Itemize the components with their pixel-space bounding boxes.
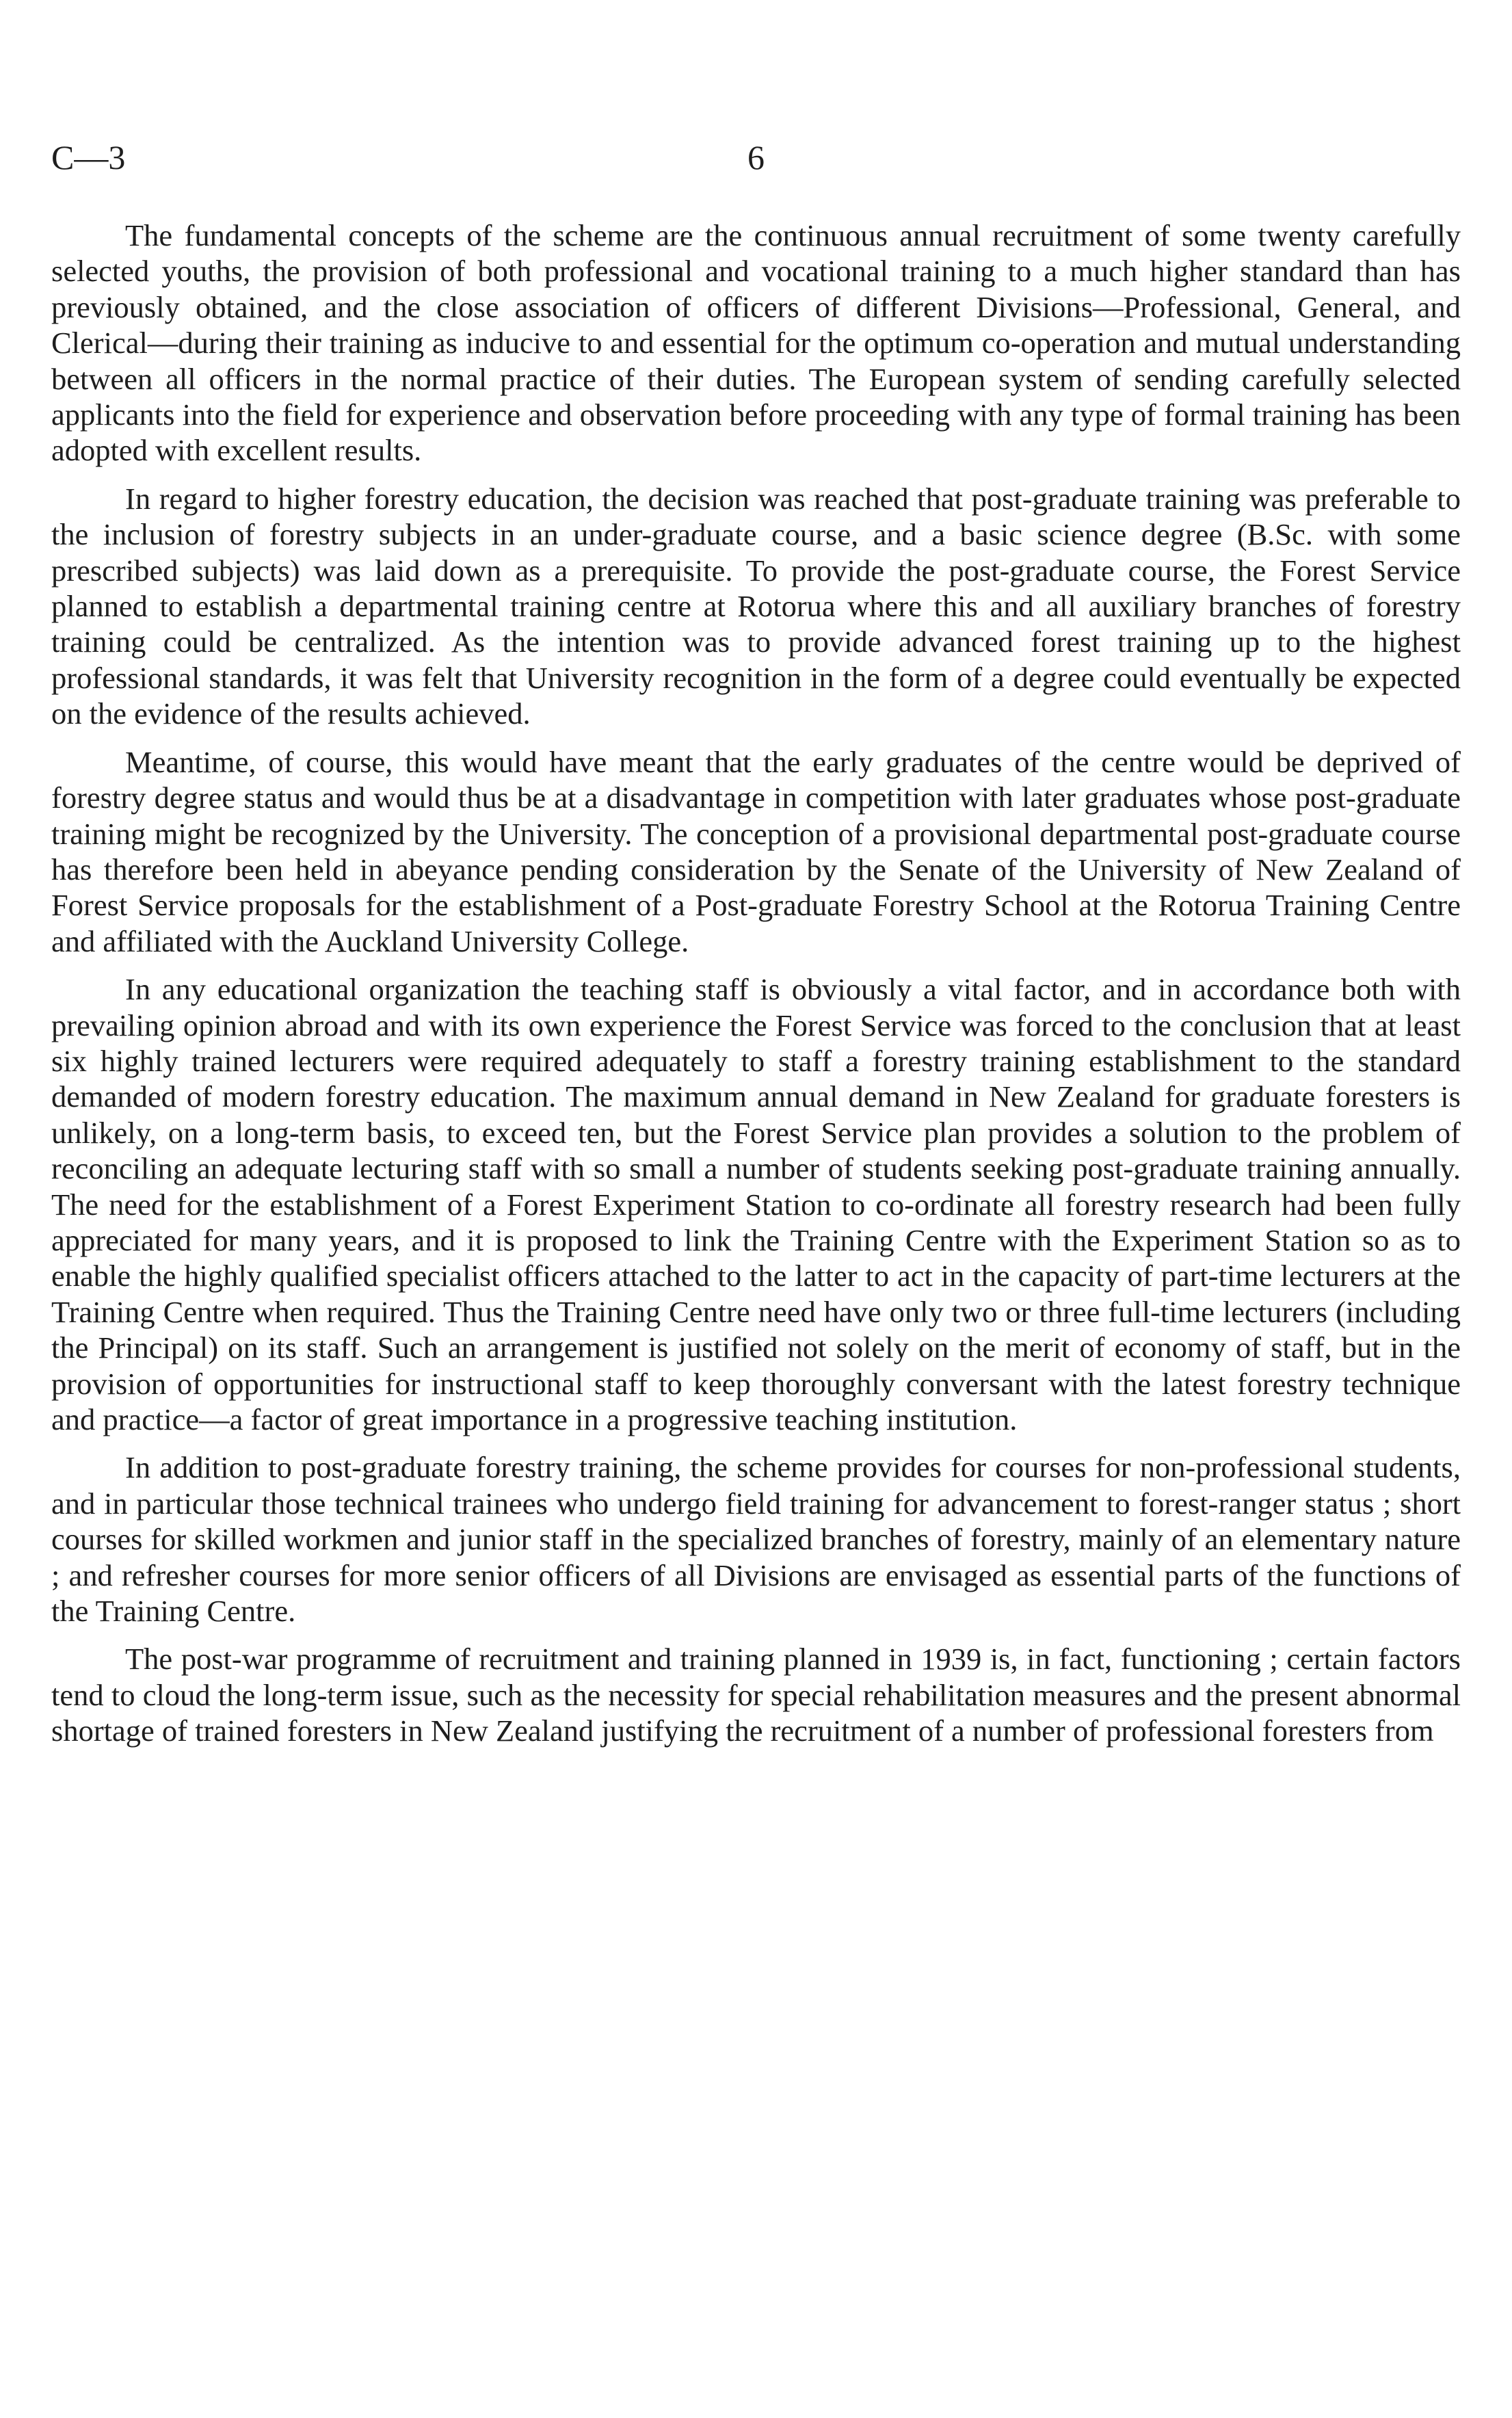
paragraph: In any educational organization the teaching staff is obviously a vital factor, and in accordance both with prevailing opinion abroad and with its own experience the Forest Service was forced to the conclusion that at least six highly trained lecturers were required adequately to staff a forestry training establishment to the standard demanded of modern forestry education. The maximum annual demand in New Zealand for graduate foresters is unlikely, on a long-term basis, to exceed ten, but the Forest Service plan provides a solution to the problem of reconciling an adequate lecturing staff with so small a number of students seeking post-graduate training annually. The need for the establishment of a Forest Experiment Station to co-ordinate all forestry research had been fully appreciated for many years, and it is proposed to link the Training Centre with the Experiment Station so as to enable the highly qualified specialist officers attached to the latter to act in the capacity of part-time lecturers at the Training Centre when required. Thus the Training Centre need have only two or three full-time lecturers (including the Principal) on its staff. Such an arrangement is justified not solely on the merit of economy of staff, but in the provision of opportunities for instructional staff to keep thoroughly conversant with the latest forestry technique and practice—a factor of great importance in a progressive teaching institution.	[51, 972, 1461, 1436]
paragraph: The post-war programme of recruitment and training planned in 1939 is, in fact, functioning ; certain factors tend to cloud the long-term issue, such as the necessity for special rehabilitation measures and the present abnormal shortage of trained foresters in New Zealand justifying the recruitment of a number of professional foresters from	[51, 1642, 1461, 1748]
paragraph: In addition to post-graduate forestry training, the scheme provides for courses for non-professional students, and in particular those technical trainees who undergo field training for advancement to forest-ranger status ; short courses for skilled workmen and junior staff in the specialized branches of forestry, mainly of an elementary nature ; and refresher courses for more senior officers of all Divisions are envisaged as essential parts of the functions of the Training Centre.	[51, 1450, 1461, 1629]
body-text	[51, 218, 1461, 1761]
paragraph: Meantime, of course, this would have meant that the early graduates of the centre would be deprived of forestry degree status and would thus be at a disadvantage in competition with later graduates whose post-graduate training might be recognized by the University. The conception of a provisional departmental post-graduate course has therefore been held in abeyance pending consideration by the Senate of the University of New Zealand of Forest Service proposals for the establishment of a Post-graduate Forestry School at the Rotorua Training Centre and affiliated with the Auckland University College.	[51, 744, 1461, 958]
paragraph: The fundamental concepts of the scheme are the continuous annual recruitment of some twenty carefully selected youths, the provision of both professional and vocational training to a much higher standard than has previously obtained, and the close association of officers of different Divisions—Professional, General, and Clerical—during their training as inducive to and essential for the optimum co-operation and mutual understanding between all officers in the normal practice of their duties. The European system of sending carefully selected applicants into the field for experience and observation before proceeding with any type of formal training has been adopted with excellent results.	[51, 218, 1461, 468]
page-header	[51, 130, 1461, 185]
document-code: C—3	[51, 138, 126, 176]
paragraph: In regard to higher forestry education, the decision was reached that post-graduate training was preferable to the inclusion of forestry subjects in an under-graduate course, and a basic science degree (B.Sc. with some prescribed subjects) was laid down as a prerequisite. To provide the post-graduate course, the Forest Service planned to establish a departmental training centre at Rotorua where this and all auxiliary branches of forestry training could be centralized. As the intention was to provide advanced forest training up to the highest professional standards, it was felt that University recognition in the form of a degree could eventually be expected on the evidence of the results achieved.	[51, 481, 1461, 731]
page-number: 6	[747, 138, 765, 176]
